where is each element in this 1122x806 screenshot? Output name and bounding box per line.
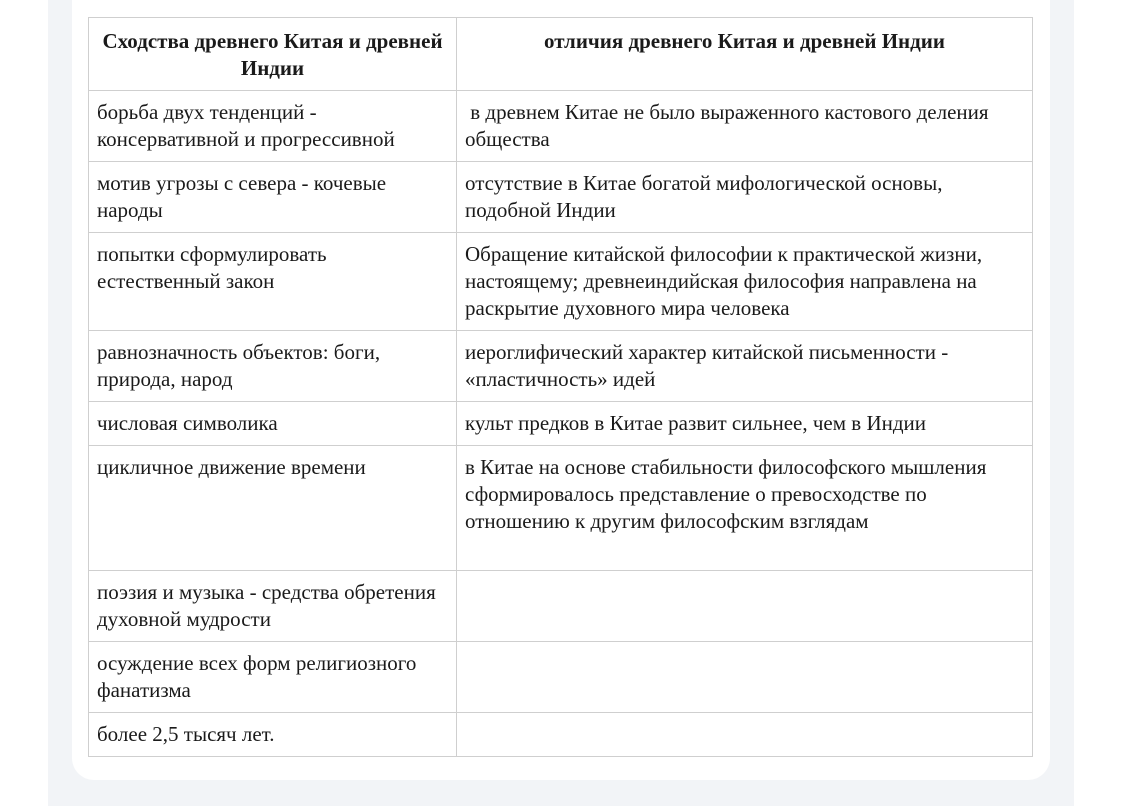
similarity-cell: числовая символика <box>89 402 457 446</box>
difference-cell: Обращение китайской философии к практической жизни, настоящему; древнеиндийская философия направлена на раскрытие духовного мира человека <box>457 233 1033 331</box>
similarity-cell: борьба двух тенденций - консервативной и прогрессивной <box>89 91 457 162</box>
difference-cell: культ предков в Китае развит сильнее, чем в Индии <box>457 402 1033 446</box>
similarity-cell: цикличное движение времени <box>89 446 457 571</box>
table-row <box>89 162 1033 233</box>
table-row <box>89 446 1033 571</box>
difference-cell <box>457 571 1033 642</box>
difference-cell: отсутствие в Китае богатой мифологической основы, подобной Индии <box>457 162 1033 233</box>
table-row <box>89 402 1033 446</box>
comparison-table <box>88 17 1033 757</box>
difference-cell <box>457 713 1033 757</box>
similarity-cell: более 2,5 тысяч лет. <box>89 713 457 757</box>
table-row <box>89 642 1033 713</box>
table-row <box>89 713 1033 757</box>
header-differences: отличия древнего Китая и древней Индии <box>457 18 1033 91</box>
similarity-cell: мотив угрозы с севера - кочевые народы <box>89 162 457 233</box>
difference-cell: иероглифический характер китайской письменности - «пластичность» идей <box>457 331 1033 402</box>
difference-cell: в Китае на основе стабильности философского мышления сформировалось представление о превосходстве по отношению к другим философским взглядам <box>457 446 1033 571</box>
similarity-cell: попытки сформулировать естественный закон <box>89 233 457 331</box>
table-row <box>89 331 1033 402</box>
table-row <box>89 571 1033 642</box>
table-header-row <box>89 18 1033 91</box>
similarity-cell: равнозначность объектов: боги, природа, народ <box>89 331 457 402</box>
table-row <box>89 91 1033 162</box>
header-similarities: Сходства древнего Китая и древней Индии <box>89 18 457 91</box>
similarity-cell: поэзия и музыка - средства обретения духовной мудрости <box>89 571 457 642</box>
difference-cell <box>457 642 1033 713</box>
similarity-cell: осуждение всех форм религиозного фанатизма <box>89 642 457 713</box>
table-row <box>89 233 1033 331</box>
difference-cell: в древнем Китае не было выраженного кастового деления общества <box>457 91 1033 162</box>
